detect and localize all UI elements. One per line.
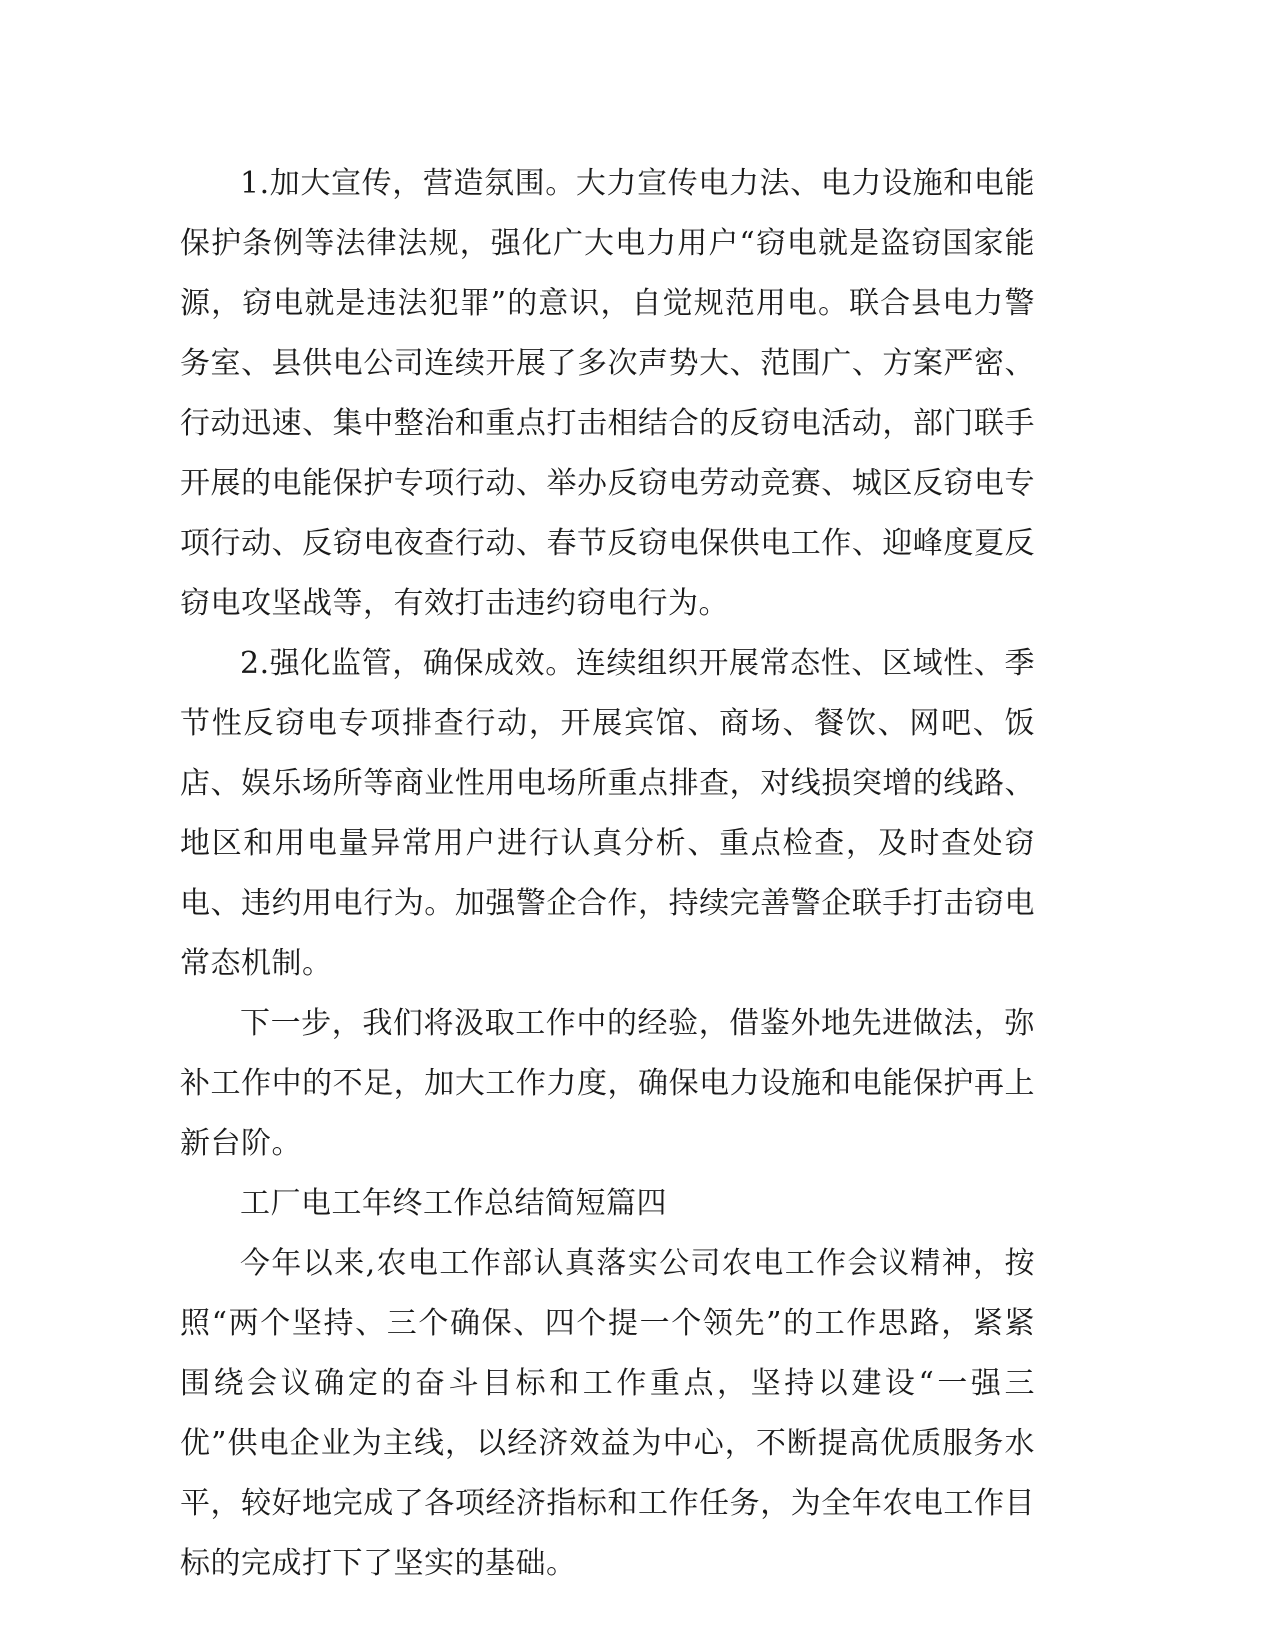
paragraph-next-step: 下一步，我们将汲取工作中的经验，借鉴外地先进做法，弥补工作中的不足，加大工作力度，确保电力设施和电能保护再上新台阶。 <box>180 1006 1035 1161</box>
paragraph-rural-power: 今年以来,农电工作部认真落实公司农电工作会议精神，按照“两个坚持、三个确保、四个提一个领先”的工作思路，紧紧围绕会议确定的奋斗目标和工作重点，坚持以建设“一强三优”供电企业为主线，以经济效益为中心，不断提高优质服务水平，较好地完成了各项经济指标和工作任务，为全年农电工作目标的完成打下了坚实的基础。 <box>180 1246 1035 1581</box>
paragraph-supervision: 2.强化监管，确保成效。连续组织开展常态性、区域性、季节性反窃电专项排查行动，开展宾馆、商场、餐饮、网吧、饭店、娱乐场所等商业性用电场所重点排查，对线损突增的线路、地区和用电量异常用户进行认真分析、重点检查，及时查处窃电、违约用电行为。加强警企合作，持续完善警企联手打击窃电常态机制。 <box>180 646 1035 981</box>
paragraph-publicity: 1.加大宣传，营造氛围。大力宣传电力法、电力设施和电能保护条例等法律法规，强化广大电力用户“窃电就是盗窃国家能源，窃电就是违法犯罪”的意识，自觉规范用电。联合县电力警务室、县供电公司连续开展了多次声势大、范围广、方案严密、行动迅速、集中整治和重点打击相结合的反窃电活动，部门联手开展的电能保护专项行动、举办反窃电劳动竞赛、城区反窃电专项行动、反窃电夜查行动、春节反窃电保供电工作、迎峰度夏反窃电攻坚战等，有效打击违约窃电行为。 <box>180 166 1035 621</box>
document-body <box>180 154 1035 1594</box>
section-heading: 工厂电工年终工作总结简短篇四 <box>240 1186 667 1221</box>
